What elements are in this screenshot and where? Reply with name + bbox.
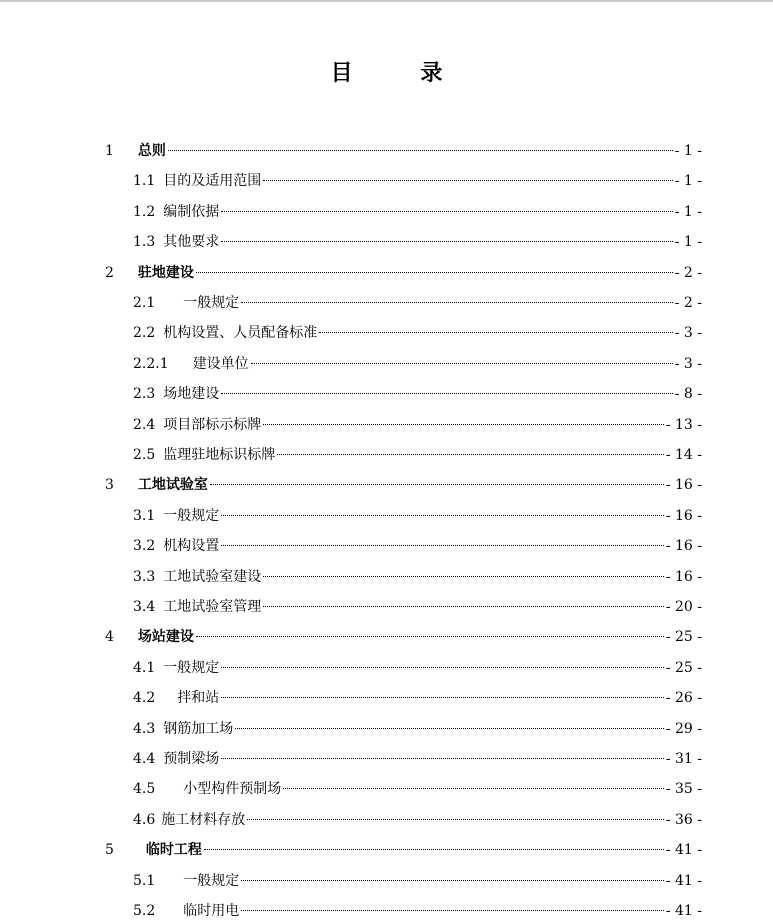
dot-leader (241, 302, 672, 303)
toc-entry-number: 3.3 (133, 568, 156, 585)
toc-entry-page: - 36 - (665, 811, 702, 828)
toc-entry-page: - 16 - (665, 538, 702, 555)
dot-leader (221, 545, 664, 546)
dot-leader (241, 880, 664, 881)
toc-entry[interactable] (133, 718, 702, 740)
toc-entry-label: 小型构件预制场 (183, 781, 282, 798)
toc-entry[interactable] (105, 140, 702, 162)
toc-entry-number: 2.3 (133, 386, 156, 403)
toc-entry-label: 其他要求 (163, 234, 220, 251)
dot-leader (263, 576, 664, 577)
toc-entry[interactable] (133, 231, 702, 253)
toc-entry-label: 目的及适用范围 (163, 173, 262, 190)
dot-leader (221, 211, 672, 212)
toc-entry[interactable] (133, 687, 702, 709)
toc-entry[interactable] (105, 262, 702, 284)
dot-leader (221, 515, 664, 516)
toc-entry-number: 3.4 (133, 599, 156, 615)
toc-entry-label: 机构设置、人员配备标准 (163, 325, 318, 342)
toc-entry-number: 5 (105, 842, 114, 859)
dot-leader (196, 272, 673, 273)
toc-entry-page: - 31 - (665, 751, 702, 767)
toc-entry[interactable] (133, 596, 702, 618)
dot-leader (221, 393, 672, 394)
toc-entry-label: 拌和站 (177, 690, 220, 707)
toc-title: 目 录 (330, 60, 473, 86)
toc-entry-page: - 25 - (665, 629, 702, 646)
toc-entry-label: 一般规定 (183, 872, 240, 889)
toc-entry[interactable] (133, 505, 702, 527)
dot-leader (221, 697, 664, 698)
toc-entry-label: 建设单位 (192, 355, 249, 372)
dot-leader (263, 606, 664, 607)
toc-entry[interactable] (133, 900, 702, 922)
dot-leader (196, 636, 664, 637)
toc-entry[interactable] (105, 626, 702, 648)
toc-entry-label: 临时工程 (145, 842, 202, 859)
toc-entry-label: 钢筋加工场 (163, 720, 234, 737)
toc-entry[interactable] (133, 870, 702, 892)
toc-entry[interactable] (133, 322, 702, 344)
toc-entry-page: - 35 - (665, 781, 702, 798)
toc-entry-number: 2.4 (133, 416, 156, 433)
dot-leader (204, 849, 664, 850)
toc-entry-page: - 1 - (674, 234, 702, 251)
toc-entry[interactable] (133, 170, 702, 192)
dot-leader (283, 788, 664, 789)
toc-entry-label: 工地试验室建设 (163, 568, 262, 585)
toc-entry-number: 1.2 (133, 203, 156, 220)
toc-entry-number: 3 (105, 477, 114, 494)
toc-entry-page: - 41 - (665, 872, 702, 889)
dot-leader (221, 667, 664, 668)
dot-leader (241, 910, 664, 911)
toc-entry-page: - 41 - (665, 903, 702, 919)
toc-entry-page: - 1 - (674, 203, 702, 220)
toc-entry[interactable] (133, 809, 702, 831)
toc-entry[interactable] (105, 839, 702, 861)
toc-entry-number: 4.4 (133, 751, 156, 767)
toc-entry-page: - 16 - (665, 477, 702, 494)
dot-leader (221, 758, 664, 759)
toc-entry-number: 1.3 (133, 234, 156, 251)
toc-entry[interactable] (133, 383, 702, 405)
toc-entry-page: - 16 - (665, 507, 702, 524)
toc-entry-label: 总则 (137, 143, 166, 159)
toc-entry[interactable] (133, 353, 702, 375)
dot-leader (319, 332, 672, 333)
toc-entry-number: 4 (105, 629, 114, 646)
toc-entry[interactable] (133, 778, 702, 800)
toc-entry-number: 3.1 (133, 507, 156, 524)
toc-entry-page: - 25 - (665, 659, 702, 676)
toc-entry-number: 5.2 (133, 903, 156, 919)
toc-entry[interactable] (133, 292, 702, 314)
toc-entry-label: 一般规定 (163, 659, 220, 676)
toc-entry-page: - 2 - (674, 264, 702, 281)
toc-entry-number: 2 (105, 264, 114, 281)
toc-entry-page: - 8 - (674, 386, 702, 403)
toc-entry-label: 工地试验室管理 (163, 599, 262, 615)
toc-entry-page: - 1 - (674, 143, 702, 159)
dot-leader (235, 728, 664, 729)
toc-entry-label: 监理驻地标识标牌 (163, 447, 276, 463)
toc-entry-label: 一般规定 (183, 295, 240, 311)
toc-entry[interactable] (133, 535, 702, 557)
dot-leader (221, 241, 672, 242)
toc-entry[interactable] (133, 748, 702, 770)
toc-entry-number: 4.1 (133, 659, 156, 676)
toc-entry[interactable] (133, 566, 702, 588)
toc-entry-page: - 41 - (665, 842, 702, 859)
toc-entry-label: 场地建设 (163, 386, 220, 403)
toc-entry-number: 4.6 (133, 811, 156, 828)
dot-leader (210, 484, 664, 485)
toc-entry-page: - 20 - (665, 599, 702, 615)
dot-leader (247, 819, 664, 820)
dot-leader (168, 150, 673, 151)
toc-entry-number: 2.5 (133, 447, 156, 463)
toc-entry-page: - 3 - (674, 355, 702, 372)
toc-entry-label: 临时用电 (183, 903, 240, 919)
toc-entry-label: 编制依据 (163, 203, 220, 220)
toc-entry-label: 施工材料存放 (161, 811, 246, 828)
toc-entry-number: 4.2 (133, 690, 156, 707)
toc-entry[interactable] (105, 474, 702, 496)
toc-entry-number: 2.1 (133, 295, 156, 311)
toc-entry-number: 1.1 (133, 173, 156, 190)
toc-entry[interactable] (133, 657, 702, 679)
toc-entry-label: 机构设置 (163, 538, 220, 555)
toc-entry-page: - 13 - (665, 416, 702, 433)
toc-entry-number: 3.2 (133, 538, 156, 555)
dot-leader (263, 180, 672, 181)
dot-leader (277, 454, 664, 455)
toc-entry-page: - 3 - (674, 325, 702, 342)
toc-entry-number: 4.3 (133, 720, 156, 737)
toc-entry-page: - 26 - (665, 690, 702, 707)
toc-entry-label: 场站建设 (137, 629, 194, 646)
toc-entry[interactable] (133, 444, 702, 466)
toc-entry[interactable] (133, 414, 702, 436)
toc-entry-number: 1 (105, 143, 114, 159)
toc-entry-page: - 1 - (674, 173, 702, 190)
toc-entry-page: - 2 - (674, 295, 702, 311)
toc-entry-number: 2.2 (133, 325, 156, 342)
toc-entry-label: 一般规定 (163, 507, 220, 524)
toc-entry-label: 驻地建设 (137, 264, 194, 281)
toc-entry-number: 5.1 (133, 872, 156, 889)
toc-entry-label: 项目部标示标牌 (163, 416, 262, 433)
toc-entry-label: 工地试验室 (137, 477, 208, 494)
dot-leader (251, 363, 673, 364)
toc-entry-number: 4.5 (133, 781, 156, 798)
toc-entry-page: - 14 - (665, 447, 702, 463)
toc-entry-number: 2.2.1 (133, 355, 169, 372)
toc-entry-page: - 29 - (665, 720, 702, 737)
toc-entry-label: 预制梁场 (163, 751, 220, 767)
toc-entry[interactable] (133, 201, 702, 223)
toc-entry-page: - 16 - (665, 568, 702, 585)
dot-leader (263, 424, 664, 425)
